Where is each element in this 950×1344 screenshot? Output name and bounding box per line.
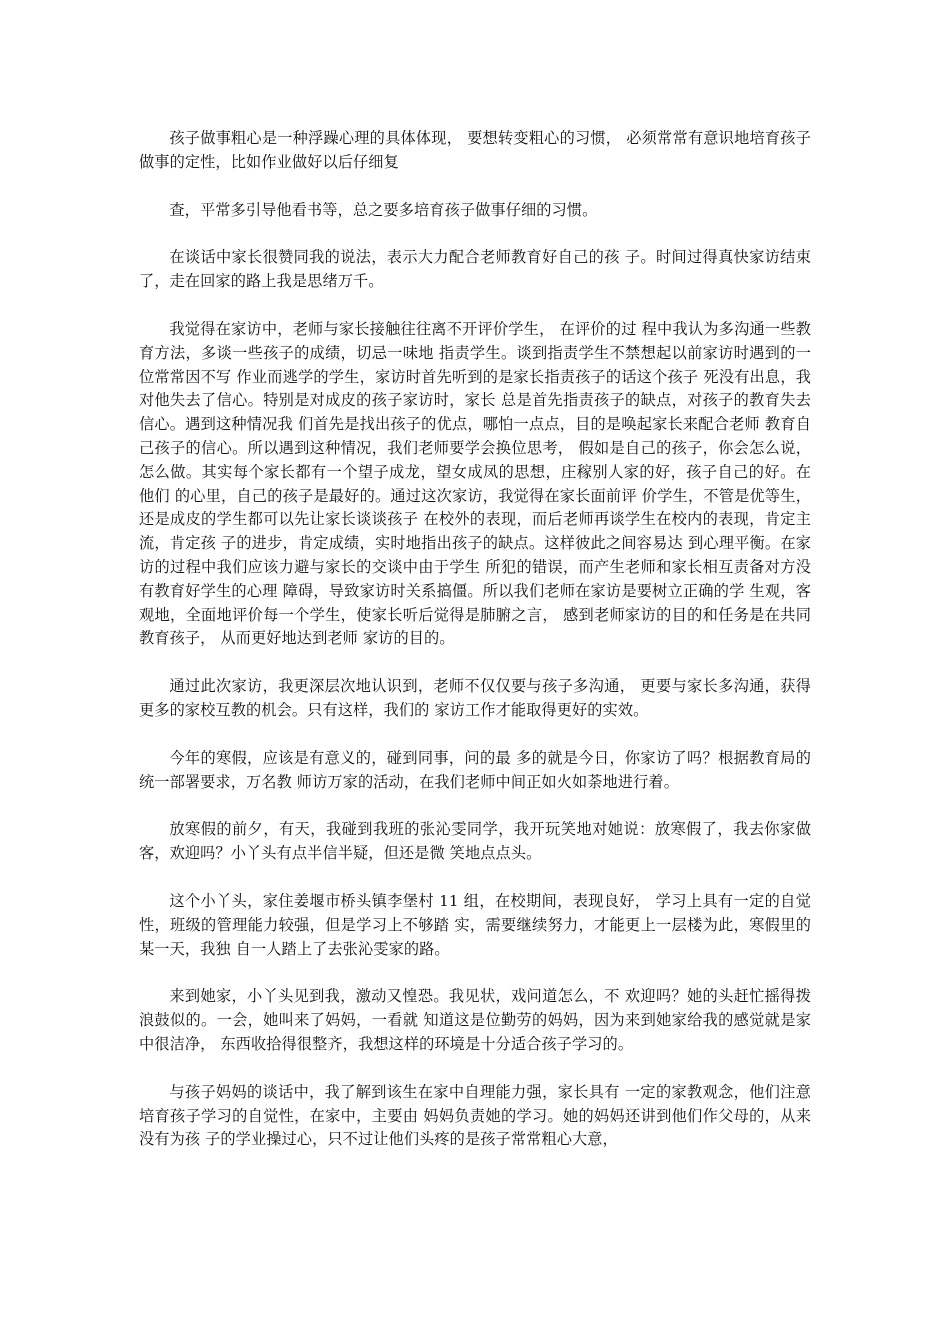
paragraph-9: 来到她家，小丫头见到我，激动又惶恐。我见状，戏问道怎么，不 欢迎吗？她的头赶忙摇得拨浪鼓似的。一会，她叫来了妈妈，一看就 知道这是位勤劳的妈妈，因为来到她家给我的感觉就是家中很洁净， 东西收拾得很整齐，我想这样的环境是十分适合孩子学习的。 (139, 987, 811, 1053)
paragraph-8: 这个小丫头，家住姜堰市桥头镇李堡村 11 组，在校期间，表现良好， 学习上具有一定的自觉性，班级的管理能力较强，但是学习上不够踏 实，需要继续努力，才能更上一层楼为此，寒假里的某一天，我独 自一人踏上了去张沁雯家的路。 (139, 891, 811, 958)
document-body (139, 127, 811, 1176)
paragraph-3: 在谈话中家长很赞同我的说法，表示大力配合老师教育好自己的孩 子。时间过得真快家访结束了，走在回家的路上我是思绪万千。 (139, 248, 811, 291)
paragraph-1: 孩子做事粗心是一种浮躁心理的具体体现， 要想转变粗心的习惯， 必须常常有意识地培育孩子做事的定性，比如作业做好以后仔细复 (139, 129, 811, 171)
paragraph-4: 我觉得在家访中，老师与家长接触往往离不开评价学生， 在评价的过 程中我认为多沟通一些教育方法，多谈一些孩子的成绩，切忌一味地 指责学生。谈到指责学生不禁想起以前家访时遇到的一位常常因不写 作业而逃学的学生，家访时首先听到的是家长指责孩子的话这个孩子 死没有出息，我对他失去了信心。特别是对成皮的孩子家访时，家长 总是首先指责孩子的缺点，对孩子的教育失去信心。遇到这种情况我 们首先是找出孩子的优点，哪怕一点点，目的是唤起家长来配合老师 教育自己孩子的信心。所以遇到这种情况，我们老师要学会换位思考， 假如是自己的孩子，你会怎么说，怎么做。其实每个家长都有一个望子成龙，望女成凤的思想，庄稼别人家的好，孩子自己的好。在他们 的心里，自己的孩子是最好的。通过这次家访，我觉得在家长面前评 价学生，不管是优等生，还是成皮的学生都可以先让家长谈谈孩子 在校外的表现，而后老师再谈学生在校内的表现，肯定主流，肯定孩 子的进步，肯定成绩，实时地指出孩子的缺点。这样彼此之间容易达 到心理平衡。在家访的过程中我们应该力避与家长的交谈中由于学生 所犯的错误，而产生老师和家长相互责备对方没有教育好学生的心理 障碍，导致家访时关系搞僵。所以我们老师在家访是要树立正确的学 生观，客观地，全面地评价每一个学生，使家长听后觉得是肺腑之言， 感到老师家访的目的和任务是在共同教育孩子， 从而更好地达到老师 家访的目的。 (139, 319, 811, 648)
paragraph-5: 通过此次家访，我更深层次地认识到，老师不仅仅要与孩子多沟通， 更要与家长多沟通，获得更多的家校互教的机会。只有这样，我们的 家访工作才能取得更好的实效。 (139, 677, 811, 719)
paragraph-6: 今年的寒假，应该是有意义的，碰到同事，问的最 多的就是今日，你家访了吗？根据教育局的统一部署要求，万名教 师访万家的活动，在我们老师中间正如火如荼地进行着。 (139, 748, 811, 791)
paragraph-7: 放寒假的前夕，有天，我碰到我班的张沁雯同学，我开玩笑地对她说：放寒假了，我去你家做客，欢迎吗？小丫头有点半信半疑，但还是微 笑地点点头。 (139, 820, 811, 863)
paragraph-10: 与孩子妈妈的谈话中，我了解到该生在家中自理能力强，家长具有 一定的家教观念，他们注意培育孩子学习的自觉性，在家中，主要由 妈妈负责她的学习。她的妈妈还讲到他们作父母的，从来没有为孩 子的学业操过心，只不过让他们头疼的是孩子常常粗心大意， (139, 1082, 811, 1149)
paragraph-2: 查，平常多引导他看书等，总之要多培育孩子做事仔细的习惯。 (169, 200, 598, 219)
